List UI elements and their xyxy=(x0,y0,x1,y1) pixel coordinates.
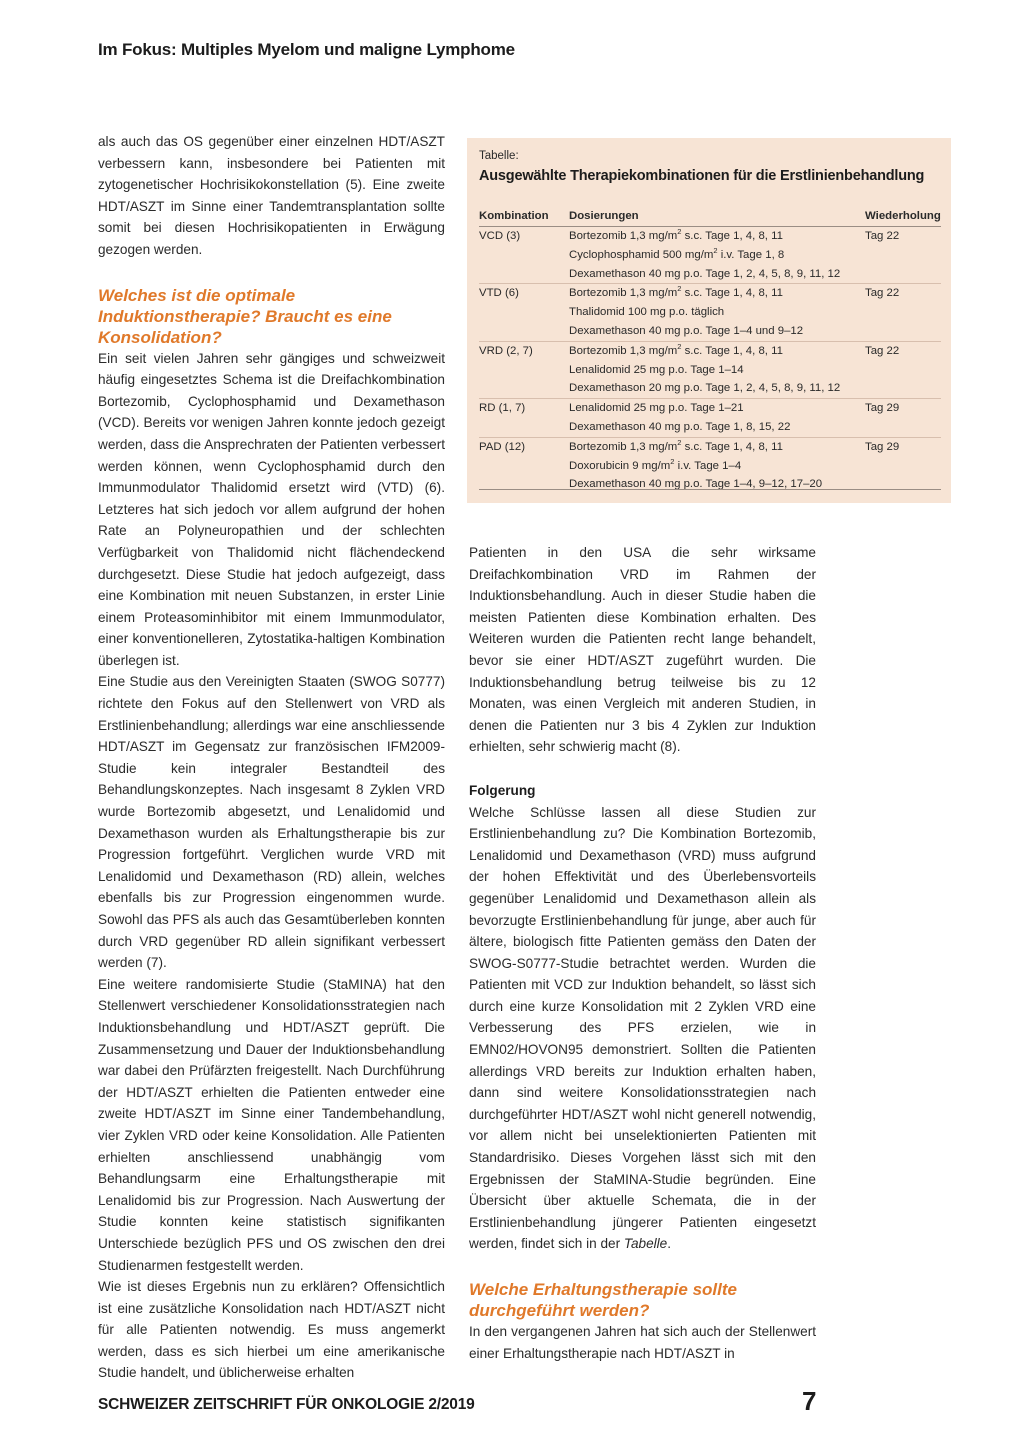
cell-repeat xyxy=(865,418,941,437)
dose-text: Lenalidomid 25 mg p.o. Tage 1–14 xyxy=(569,363,744,376)
table-caption: Tabelle: xyxy=(479,150,519,162)
dose-text: Dexamethason 40 mg p.o. Tage 1, 2, 4, 5, 8, 9, 11, 12 xyxy=(569,267,841,280)
dose-text: Dexamethason 40 mg p.o. Tage 1–4 und 9–12 xyxy=(569,324,804,337)
dose-text: Dexamethason 20 mg p.o. Tage 1, 2, 4, 5, 8, 9, 11, 12 xyxy=(569,382,841,395)
cell-dosing xyxy=(569,246,865,265)
superscript: 2 xyxy=(677,284,682,294)
paragraph-folgerung xyxy=(469,802,816,1255)
paragraph: Eine weitere randomisierte Studie (StaMINA) hat den Stellenwert verschiedener Konsolidationsstrategien nach Induktionsbehandlung und HDT/ASZT geprüft. Die Zusammensetzung und Dauer der Induktionsbehandlung war dabei den Prüfärzten freigestellt. Nach Durchführung der HDT/ASZT erhielten die Patienten entweder eine zweite HDT/ASZT im Sinne einer Tandembehandlung, vier Zyklen VRD oder keine Konsolidation. Alle Patienten erhielten anschliessend unabhängig vom Behandlungsarm eine Erhaltungstherapie mit Lenalidomid bis zur Progression. Nach Auswertung der Studie konnten keine statistisch signifikanten Unterschiede bezüglich PFS und OS zwischen den drei Studienarmen festgestellt werden. xyxy=(98,976,445,1273)
cell-repeat xyxy=(865,265,941,284)
dose-suffix: s.c. Tage 1, 4, 8, 11 xyxy=(681,344,783,357)
table-row xyxy=(479,418,941,437)
cell-combination: RD (1, 7) xyxy=(479,399,569,418)
cell-combination xyxy=(479,361,569,380)
cell-repeat: Tag 22 xyxy=(865,341,941,360)
table-row xyxy=(479,303,941,322)
table-row xyxy=(479,246,941,265)
cell-dosing xyxy=(569,265,865,284)
right-column xyxy=(469,542,816,1364)
dose-text: Doxorubicin 9 mg/m xyxy=(569,459,671,472)
dose-suffix: i.v. Tage 1–4 xyxy=(674,459,742,472)
table-body xyxy=(479,227,941,495)
table-row xyxy=(479,284,941,303)
cell-dosing xyxy=(569,303,865,322)
dose-text: Bortezomib 1,3 mg/m xyxy=(569,344,678,357)
cell-dosing xyxy=(569,475,865,494)
table-row xyxy=(479,227,941,246)
table-row xyxy=(479,341,941,360)
paragraph-end: . xyxy=(667,1236,672,1252)
column-header-repeat: Wiederholung xyxy=(865,206,941,227)
table-row xyxy=(479,322,941,341)
dose-suffix: s.c. Tage 1, 4, 8, 11 xyxy=(681,440,783,453)
dose-suffix: s.c. Tage 1, 4, 8, 11 xyxy=(681,230,783,242)
cell-combination xyxy=(479,457,569,476)
cell-dosing xyxy=(569,361,865,380)
cell-combination xyxy=(479,246,569,265)
cell-dosing xyxy=(569,284,865,303)
cell-repeat: Tag 22 xyxy=(865,230,900,242)
left-column xyxy=(98,131,445,1384)
section-heading-maintenance: Welche Erhaltungstherapie sollte durchgeführt werden? xyxy=(469,1280,737,1320)
paragraph: Ein seit vielen Jahren sehr gängiges und schweizweit häufig eingesetztes Schema ist die Dreifachkombination Bortezomib, Cyclophosphamid und Dexamethason (VCD). Bereits vor wenigen Jahren konnte jedoch gezeigt werden, dass die Ansprechraten der Patienten verbessert werden können, wenn Cyclophosphamid durch den Immunmodulator Thalidomid ersetzt wird (VTD) (6). Letzteres hat sich jedoch vor allem aufgrund der hohen Rate an Polyneuropathien und der schlechten Verfügbarkeit von Thalidomid nicht flächendeckend durchgesetzt. Diese Studie hat jedoch aufgezeigt, dass eine Kombination mit neuen Substanzen, in erster Linie einem Proteasominhibitor mit einem Immunmodulator, einer konventionelleren, Zytostatika-haltigen Kombination überlegen ist. xyxy=(98,350,445,668)
cell-combination xyxy=(479,265,569,284)
cell-combination xyxy=(479,322,569,341)
cell-dosing xyxy=(569,322,865,341)
table-title: Ausgewählte Therapiekombinationen für die Erstlinienbehandlung xyxy=(479,168,925,184)
cell-repeat: Tag 22 xyxy=(865,284,941,303)
cell-dosing xyxy=(569,457,865,476)
dose-text: Thalidomid 100 mg p.o. täglich xyxy=(569,306,725,319)
cell-combination xyxy=(479,303,569,322)
column-header-dosing: Dosierungen xyxy=(569,206,865,227)
cell-repeat xyxy=(865,475,941,494)
cell-dosing xyxy=(569,379,865,398)
superscript: 2 xyxy=(677,437,682,447)
section-heading-induction: Welches ist die optimale Induktionstherapie? Braucht es eine Konsolidation? xyxy=(98,285,392,347)
paragraph: Patienten in den USA die sehr wirksame Dreifachkombination VRD im Rahmen der Induktionsbehandlung. Auch in dieser Studie haben die meisten Patienten diese Kombination erhalten. Des Weiteren wurden die Patienten recht lange behandelt, bevor sie einer HDT/ASZT zugeführt wurden. Die Induktionsbehandlung betrug teilweise bis zu 12 Monaten, was einen Vergleich mit anderen Studien, in denen die Patienten nur 3 bis 4 Zyklen zur Induktion erhielten, sehr schwierig macht (8). xyxy=(469,545,816,755)
therapy-table-box xyxy=(467,138,951,503)
footer-journal-title: SCHWEIZER ZEITSCHRIFT FÜR ONKOLOGIE 2/2019 xyxy=(98,1396,475,1413)
dose-text: Cyclophosphamid 500 mg/m xyxy=(569,248,714,261)
superscript: 2 xyxy=(670,456,675,466)
superscript: 2 xyxy=(677,341,682,351)
dose-text: Bortezomib 1,3 mg/m xyxy=(569,287,678,300)
cell-combination xyxy=(479,418,569,437)
cell-combination: VTD (6) xyxy=(479,284,569,303)
table-row xyxy=(479,437,941,456)
table-row xyxy=(479,475,941,494)
dose-text: Dexamethason 40 mg p.o. Tage 1–4, 9–12, 17–20 xyxy=(569,478,823,491)
dose-text: Bortezomib 1,3 mg/m xyxy=(569,440,678,453)
cell-combination xyxy=(479,475,569,494)
paragraph: In den vergangenen Jahren hat sich auch der Stellenwert einer Erhaltungstherapie nach HDT/ASZT in xyxy=(469,1324,816,1361)
cell-repeat xyxy=(865,322,941,341)
table-reference: Tabelle xyxy=(623,1236,668,1252)
paragraph-text: Welche Schlüsse lassen all diese Studien zur Erstlinienbehandlung zu? Die Kombination Bortezomib, Lenalidomid und Dexamethason (VRD) muss aufgrund der hohen Effektivität und des Überlebensvorteils gegenüber Lenalidomid und Dexamethason allein als bevorzugte Erstlinienbehandlung für junge, aber auch für ältere, biologisch fitte Patienten gemäss den Daten der SWOG-S0777-Studie betrachtet werden. Wurden die Patienten mit VCD zur Induktion behandelt, so lässt sich durch eine kurze Konsolidation mit 2 Zyklen VRD eine Verbesserung des PFS erzielen, wie in EMN02/HOVON95 demonstriert. Sollten die Patienten allerdings VRD bereits zur Induktion erhalten haben, dann sind weitere Konsolidationsstrategien nach durchgeführter HDT/ASZT wohl nicht generell notwendig, vor allem nicht bei unselektionierten Patienten mit Standardrisiko. Dieses Vorgehen lässt sich mit den Ergebnissen der StaMINA-Studie begründen. Eine Übersicht über aktuelle Schemata, die in der Erstlinienbehandlung jüngerer Patienten eingesetzt werden, findet sich in der xyxy=(469,804,816,1252)
dose-suffix: s.c. Tage 1, 4, 8, 11 xyxy=(681,287,783,300)
cell-combination: VRD (2, 7) xyxy=(479,341,569,360)
cell-dosing xyxy=(569,437,865,456)
table-row xyxy=(479,399,941,418)
cell-dosing xyxy=(569,341,865,360)
subheading-folgerung: Folgerung xyxy=(469,782,536,798)
therapy-table xyxy=(479,206,941,494)
dose-text: Lenalidomid 25 mg p.o. Tage 1–21 xyxy=(569,402,744,415)
dose-suffix: i.v. Tage 1, 8 xyxy=(717,248,785,261)
table-bottom-rule xyxy=(479,489,941,490)
superscript: 2 xyxy=(713,246,718,255)
dose-text: Dexamethason 40 mg p.o. Tage 1, 8, 15, 22 xyxy=(569,420,791,433)
superscript: 2 xyxy=(677,227,682,237)
cell-combination: VCD (3) xyxy=(479,230,521,242)
paragraph-intro: als auch das OS gegenüber einer einzelnen HDT/ASZT verbessern kann, insbesondere bei Patienten mit zytogenetischer Hochrisikokonstellation (5). Eine zweite HDT/ASZT im Sinne einer Tandemtransplantation sollte somit bei diesen Hochrisikopatienten in Erwägung gezogen werden. xyxy=(98,134,445,257)
dose-text: Bortezomib 1,3 mg/m xyxy=(569,230,678,242)
cell-dosing xyxy=(569,227,865,246)
cell-repeat xyxy=(865,246,941,265)
cell-repeat: Tag 29 xyxy=(865,399,941,418)
paragraph: Wie ist dieses Ergebnis nun zu erklären? Offensichtlich ist eine zusätzliche Konsolidation nach HDT/ASZT nicht für alle Patienten notwendig. Es muss angemerkt werden, dass es sich hierbei um eine amerikanische Studie handelt, und üblicherweise erhalten xyxy=(98,1279,445,1381)
cell-repeat xyxy=(865,303,941,322)
cell-repeat: Tag 29 xyxy=(865,437,941,456)
cell-repeat xyxy=(865,457,941,476)
table-row xyxy=(479,457,941,476)
page-number: 7 xyxy=(802,1386,817,1416)
table-row xyxy=(479,265,941,284)
running-head: Im Fokus: Multiples Myelom und maligne Lymphome xyxy=(98,40,515,59)
paragraph: Eine Studie aus den Vereinigten Staaten (SWOG S0777) richtete den Fokus auf den Stellenwert von VRD als Erstlinienbehandlung; allerdings war eine anschliessende HDT/ASZT im Gegensatz zur französischen IFM2009-Studie kein integraler Bestandteil des Behandlungskonzeptes. Nach insgesamt 8 Zyklen VRD wurde Bortezomib abgesetzt, und Lenalidomid und Dexamethason wurden als Erhaltungstherapie bis zur Progression fortgeführt. Verglichen wurde VRD mit Lenalidomid und Dexamethason (RD) allein, welches ebenfalls bis zur Progression eingenommen wurde. Sowohl das PFS als auch das Gesamtüberleben konnten durch VRD gegenüber RD allein signifikant verbessert werden (7). xyxy=(98,674,445,971)
cell-repeat xyxy=(865,361,941,380)
cell-combination xyxy=(479,379,569,398)
cell-combination: PAD (12) xyxy=(479,437,569,456)
column-header-combination: Kombination xyxy=(479,206,569,227)
cell-repeat xyxy=(865,379,941,398)
table-row xyxy=(479,361,941,380)
cell-dosing xyxy=(569,418,865,437)
cell-dosing xyxy=(569,399,865,418)
table-row xyxy=(479,379,941,398)
